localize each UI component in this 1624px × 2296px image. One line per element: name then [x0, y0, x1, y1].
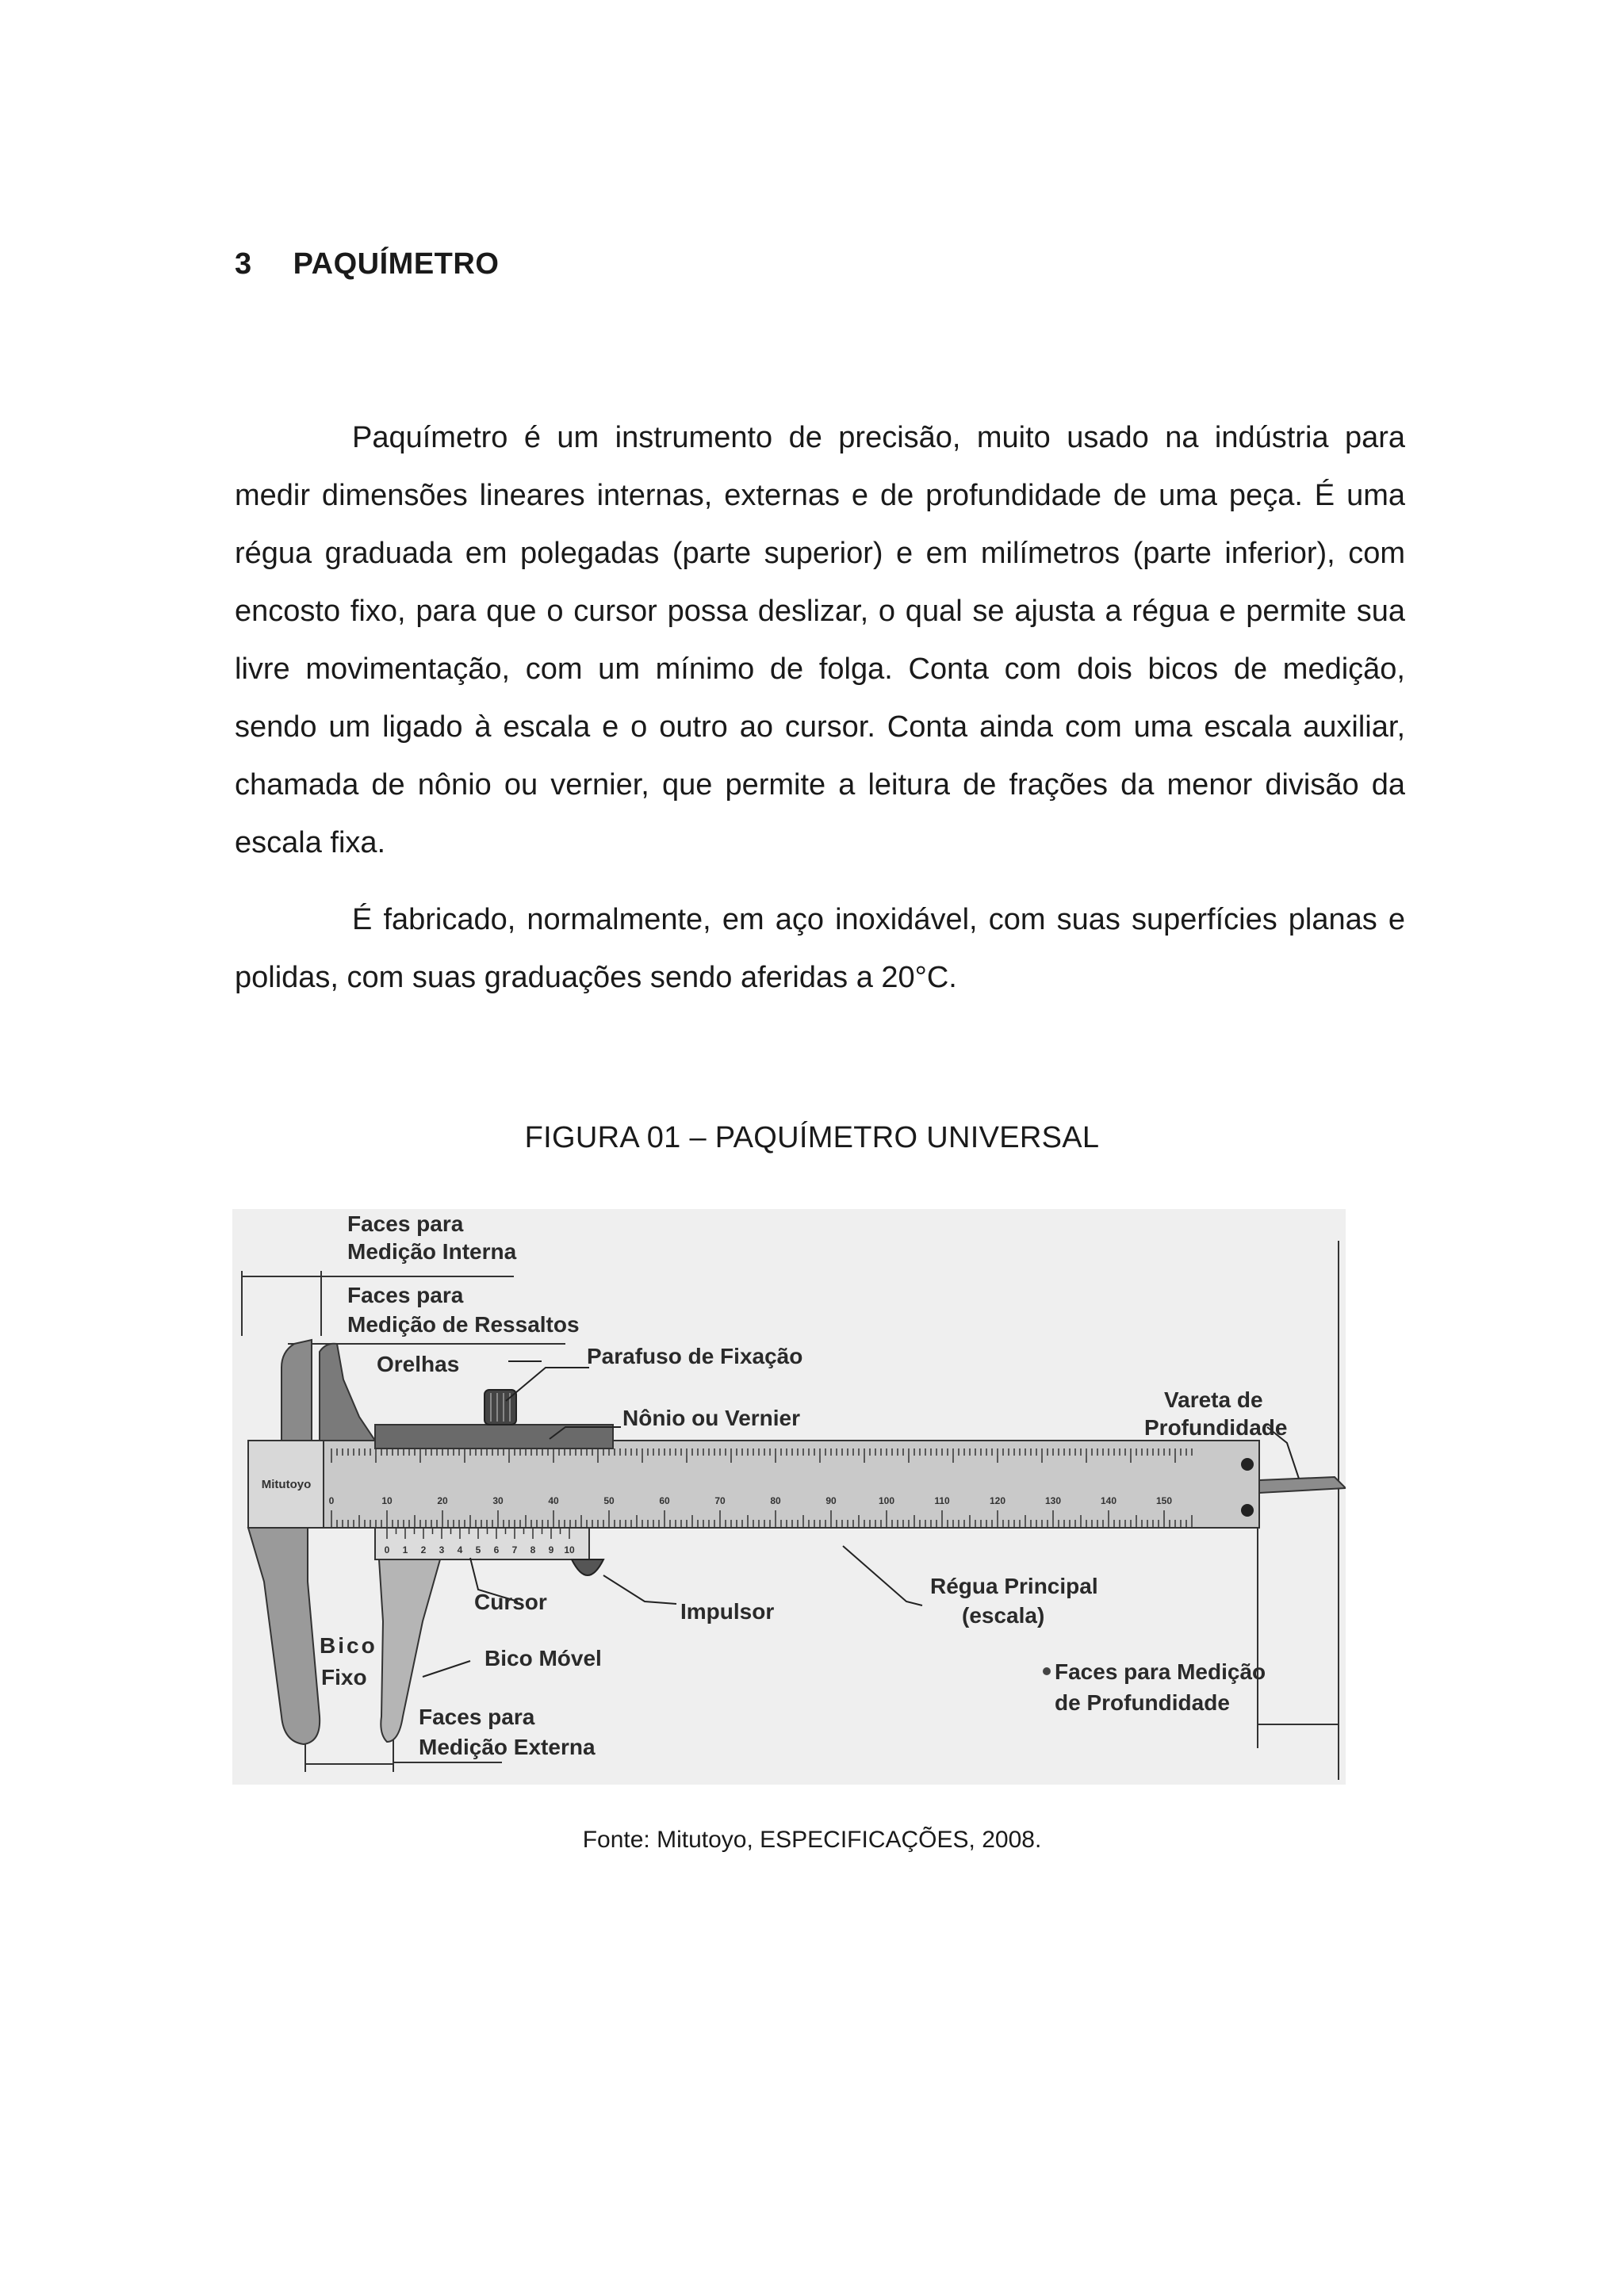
vernier-number: 9 [548, 1544, 554, 1556]
label-bico-movel: Bico Móvel [485, 1646, 602, 1670]
caliper-illustration [232, 1209, 1346, 1785]
depth-rod [1259, 1477, 1346, 1493]
label-faces-interna-2: Medição Interna [347, 1239, 517, 1264]
main-scale-number: 20 [437, 1495, 448, 1506]
vernier-number: 10 [564, 1544, 575, 1556]
main-scale-number: 90 [825, 1495, 837, 1506]
label-impulsor: Impulsor [680, 1599, 775, 1624]
vernier-number: 3 [439, 1544, 445, 1556]
label-regua-2: (escala) [962, 1603, 1045, 1628]
paragraph-2 [235, 891, 1405, 1007]
rivet-top [1241, 1458, 1254, 1471]
label-bico-fixo-1: Bico [320, 1633, 377, 1658]
section-heading [235, 247, 499, 281]
thumb-impulsor [572, 1559, 603, 1575]
vernier-number: 2 [420, 1544, 427, 1556]
main-scale-number: 140 [1100, 1495, 1117, 1506]
caliper-figure [232, 1209, 1346, 1785]
main-scale-number: 30 [492, 1495, 504, 1506]
label-nonio: Nônio ou Vernier [622, 1406, 801, 1430]
main-scale-number: 100 [878, 1495, 895, 1506]
label-parafuso: Parafuso de Fixação [587, 1344, 803, 1368]
label-faces-profundidade-1: Faces para Medição [1055, 1659, 1266, 1684]
main-scale-number: 120 [989, 1495, 1006, 1506]
label-faces-externa-1: Faces para [419, 1705, 535, 1729]
movable-upper-jaw [320, 1344, 375, 1441]
main-scale-number: 40 [548, 1495, 559, 1506]
fixed-upper-jaw [282, 1340, 312, 1441]
vernier-number: 6 [493, 1544, 500, 1556]
section-number: 3 [235, 247, 252, 281]
label-faces-ressaltos-1: Faces para [347, 1283, 464, 1307]
locking-screw [485, 1390, 516, 1425]
label-faces-externa-2: Medição Externa [419, 1735, 596, 1759]
brand-logo: Mitutoyo [261, 1478, 312, 1491]
vernier-number: 1 [402, 1544, 408, 1556]
vernier-number: 5 [475, 1544, 481, 1556]
label-vareta-1: Vareta de [1164, 1387, 1263, 1412]
main-scale-number: 50 [603, 1495, 615, 1506]
main-scale-number: 80 [770, 1495, 781, 1506]
main-scale-number: 10 [381, 1495, 393, 1506]
label-bico-fixo-2: Fixo [321, 1665, 367, 1689]
paragraph-1 [235, 409, 1405, 872]
label-orelhas: Orelhas [377, 1352, 460, 1376]
label-faces-profundidade-2: de Profundidade [1055, 1690, 1230, 1715]
label-vareta-2: Profundidade [1144, 1415, 1288, 1440]
main-scale-number: 150 [1155, 1495, 1173, 1506]
label-faces-ressaltos-2: Medição de Ressaltos [347, 1312, 580, 1337]
figure-title: FIGURA 01 – PAQUÍMETRO UNIVERSAL [524, 1121, 1100, 1154]
rivet-bottom [1241, 1504, 1254, 1517]
paragraph-1-text: Paquímetro é um instrumento de precisão, muito usado na indústria para medir dimensões lineares internas, externas e de profundidade de uma peça. É uma régua graduada em polegadas (parte superior) e em milímetros (parte inferior), com encosto fixo, para que o cursor possa deslizar, o qual se ajusta a régua e permite sua livre movimentação, com um mínimo de folga. Conta com dois bicos de medição, sendo um ligado à escala e o outro ao cursor. Conta ainda com uma escala auxiliar, chamada de nônio ou vernier, que permite a leitura de frações da menor divisão da escala fixa. [235, 421, 1405, 859]
main-scale-number: 130 [1044, 1495, 1062, 1506]
label-regua-1: Régua Principal [930, 1574, 1098, 1598]
vernier-number: 0 [384, 1544, 390, 1556]
main-scale-number: 0 [328, 1495, 335, 1506]
section-title: PAQUÍMETRO [293, 247, 500, 281]
vernier-number: 4 [457, 1544, 463, 1556]
vernier-number: 8 [530, 1544, 536, 1556]
cursor-top [375, 1425, 613, 1448]
paragraph-2-text: É fabricado, normalmente, em aço inoxidável, com suas superfícies planas e polidas, com suas graduações sendo aferidas a 20°C. [235, 903, 1405, 994]
main-scale-number: 60 [659, 1495, 670, 1506]
fixed-lower-jaw [248, 1528, 320, 1744]
vernier-number: 7 [511, 1544, 518, 1556]
bullet-dot [1043, 1667, 1051, 1675]
main-scale-number: 110 [934, 1495, 950, 1506]
main-scale-number: 70 [714, 1495, 726, 1506]
label-cursor: Cursor [474, 1590, 547, 1614]
label-faces-interna-1: Faces para [347, 1211, 464, 1236]
figure-source: Fonte: Mitutoyo, ESPECIFICAÇÕES, 2008. [582, 1827, 1042, 1853]
